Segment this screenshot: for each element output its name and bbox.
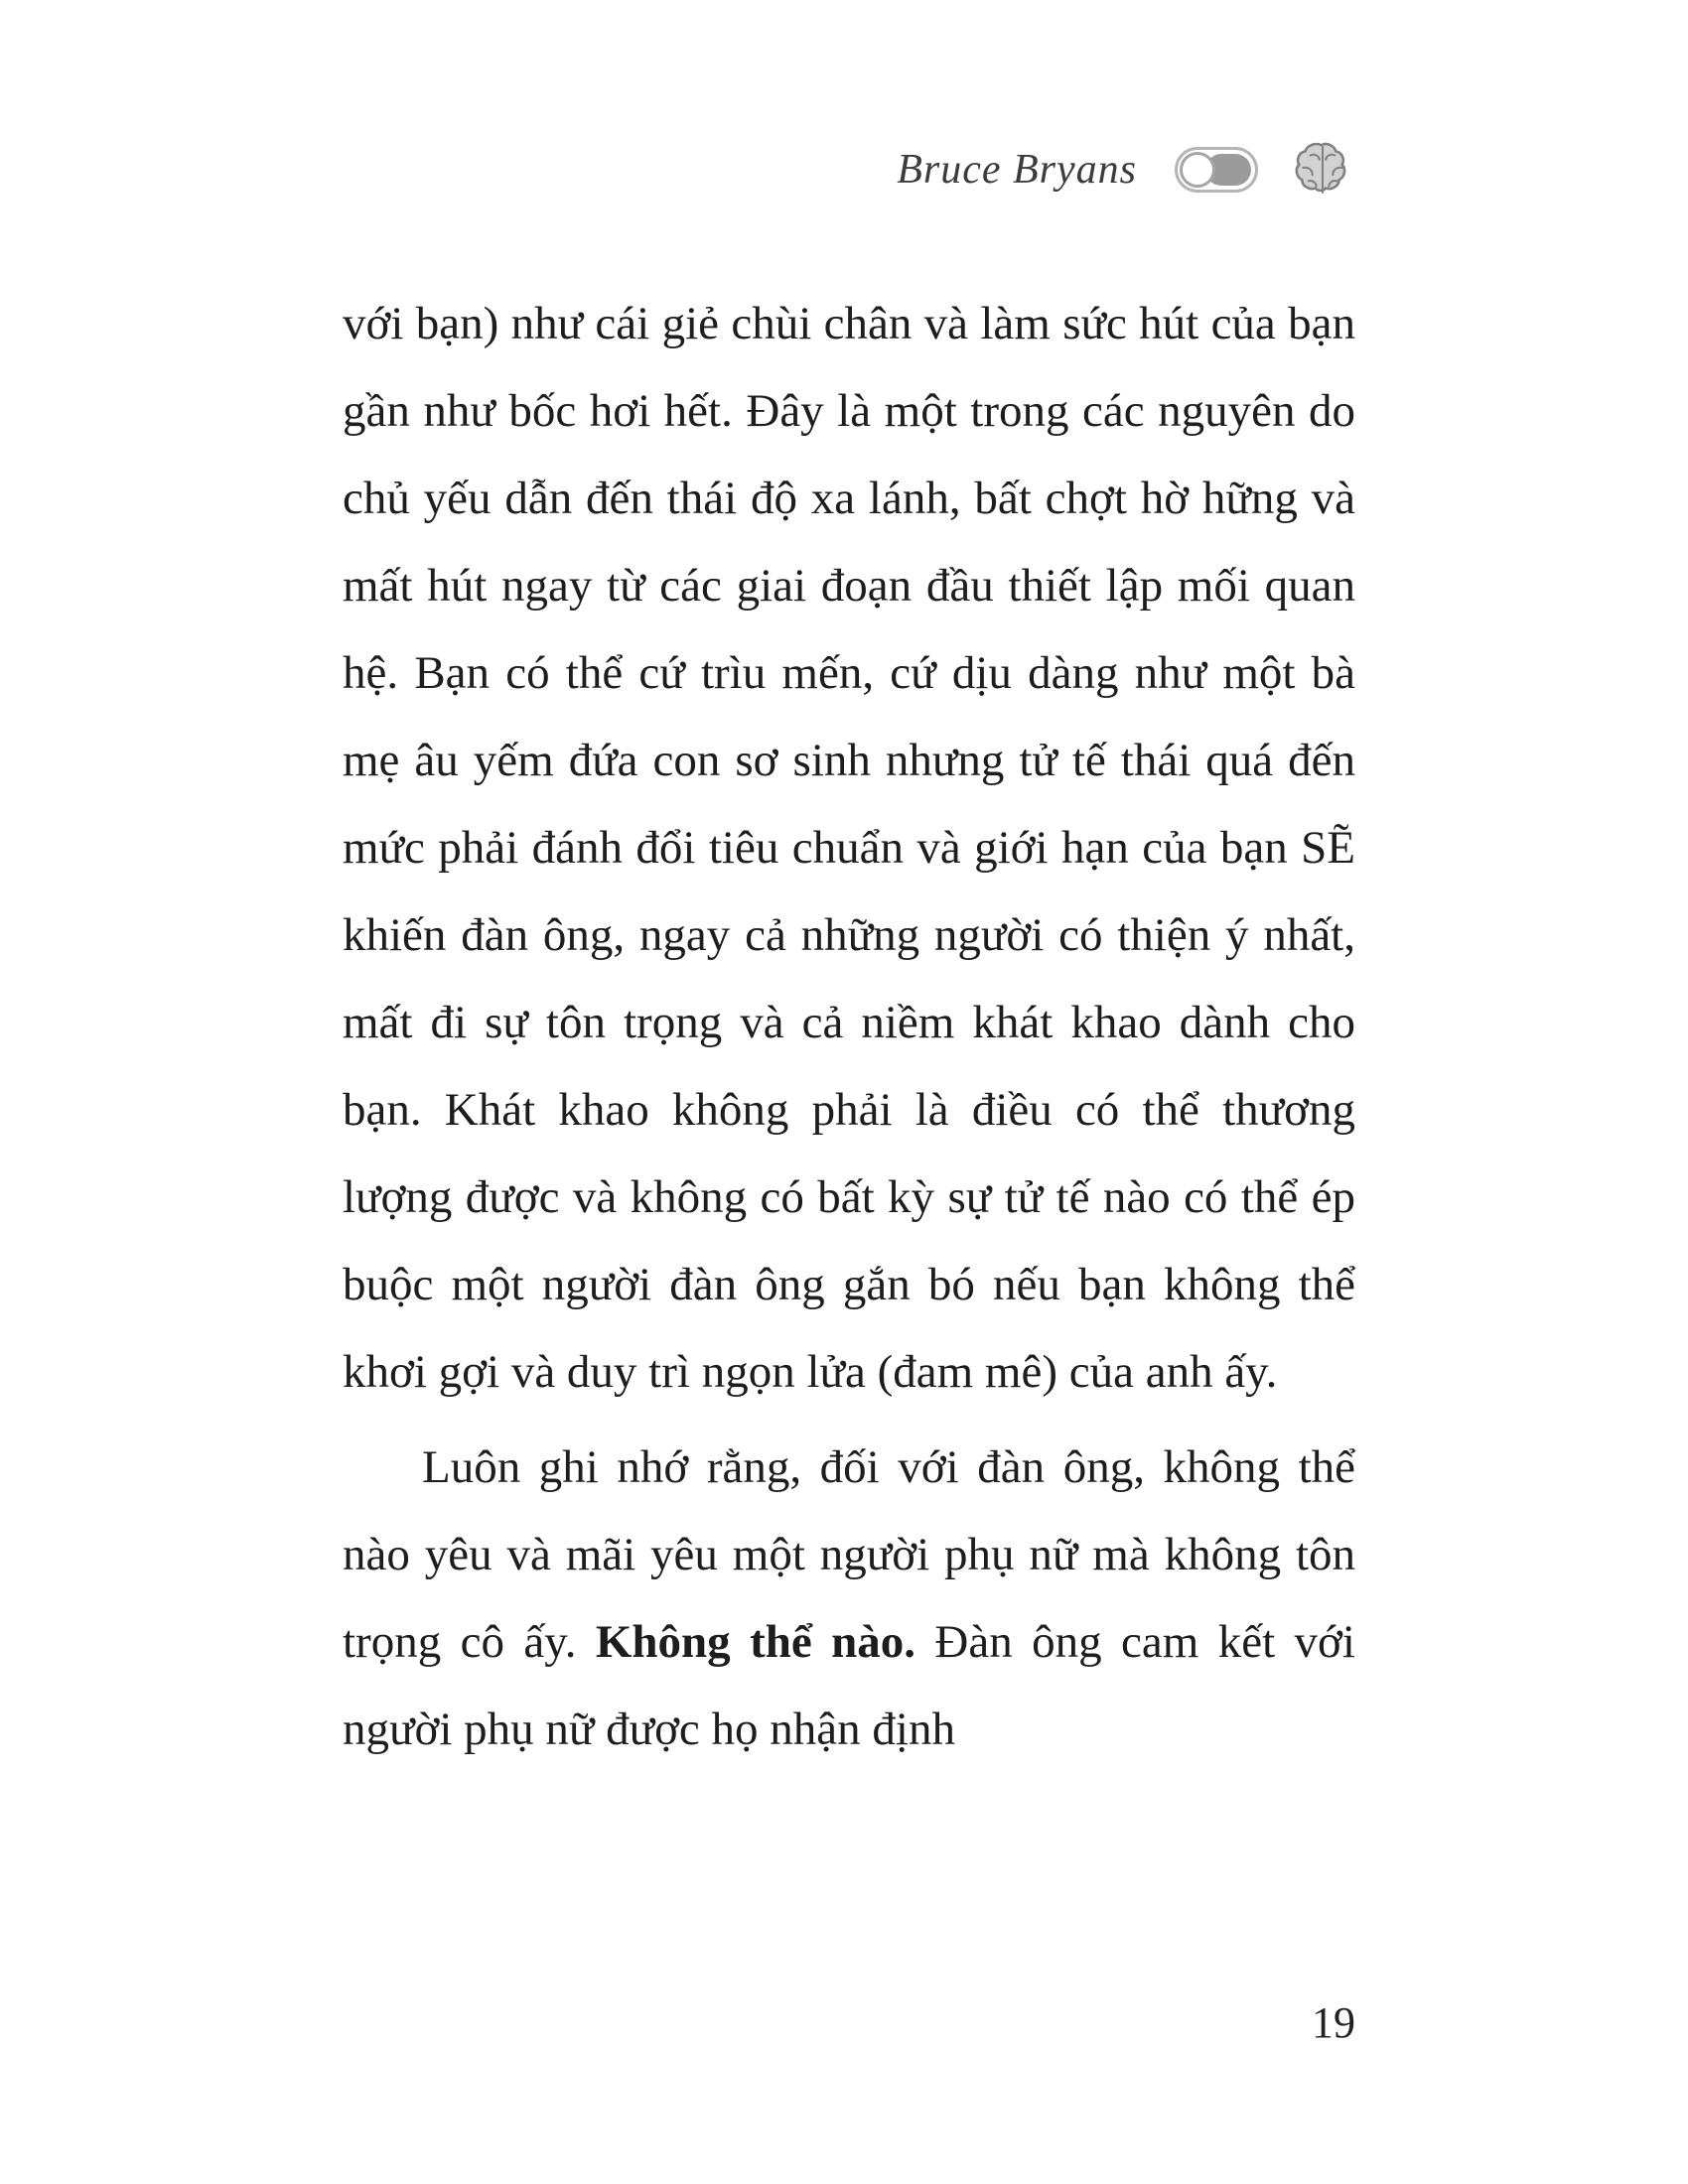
- paragraph-2: [343, 1424, 1355, 1773]
- paragraph-1: với bạn) như cái giẻ chùi chân và làm sức hút của bạn gần như bốc hơi hết. Đây là một trong các nguyên do chủ yếu dẫn đến thái độ xa lánh, bất chợt hờ hững và mất hút ngay từ các giai đoạn đầu thiết lập mối quan hệ. Bạn có thể cứ trìu mến, cứ dịu dàng như một bà mẹ âu yếm đứa con sơ sinh nhưng tử tế thái quá đến mức phải đánh đổi tiêu chuẩn và giới hạn của bạn SẼ khiến đàn ông, ngay cả những người có thiện ý nhất, mất đi sự tôn trọng và cả niềm khát khao dành cho bạn. Khát khao không phải là điều có thể thương lượng được và không có bất kỳ sự tử tế nào có thể ép buộc một người đàn ông gắn bó nếu bạn không thể khơi gợi và duy trì ngọn lửa (đam mê) của anh ấy.: [343, 298, 1355, 1398]
- page-header: [897, 137, 1355, 203]
- page-number: 19: [1312, 1998, 1355, 2047]
- paragraph-2-bold-phrase: Không thể nào.: [595, 1616, 916, 1668]
- toggle-knob: [1180, 152, 1215, 188]
- paragraph-2-text-start: Luôn ghi nhớ rằng, đối với đàn ông, không thể nào yêu và mãi yêu một người phụ nữ mà không tôn trọng cô ấy.: [343, 1441, 1355, 1668]
- paragraph-2-text-end: Đàn ông cam kết với người phụ nữ được họ nhận định: [343, 1616, 1355, 1755]
- page-body: [343, 280, 1355, 1773]
- toggle-switch-icon: [1175, 147, 1258, 193]
- brain-icon: [1290, 137, 1355, 203]
- author-name: Bruce Bryans: [897, 147, 1137, 193]
